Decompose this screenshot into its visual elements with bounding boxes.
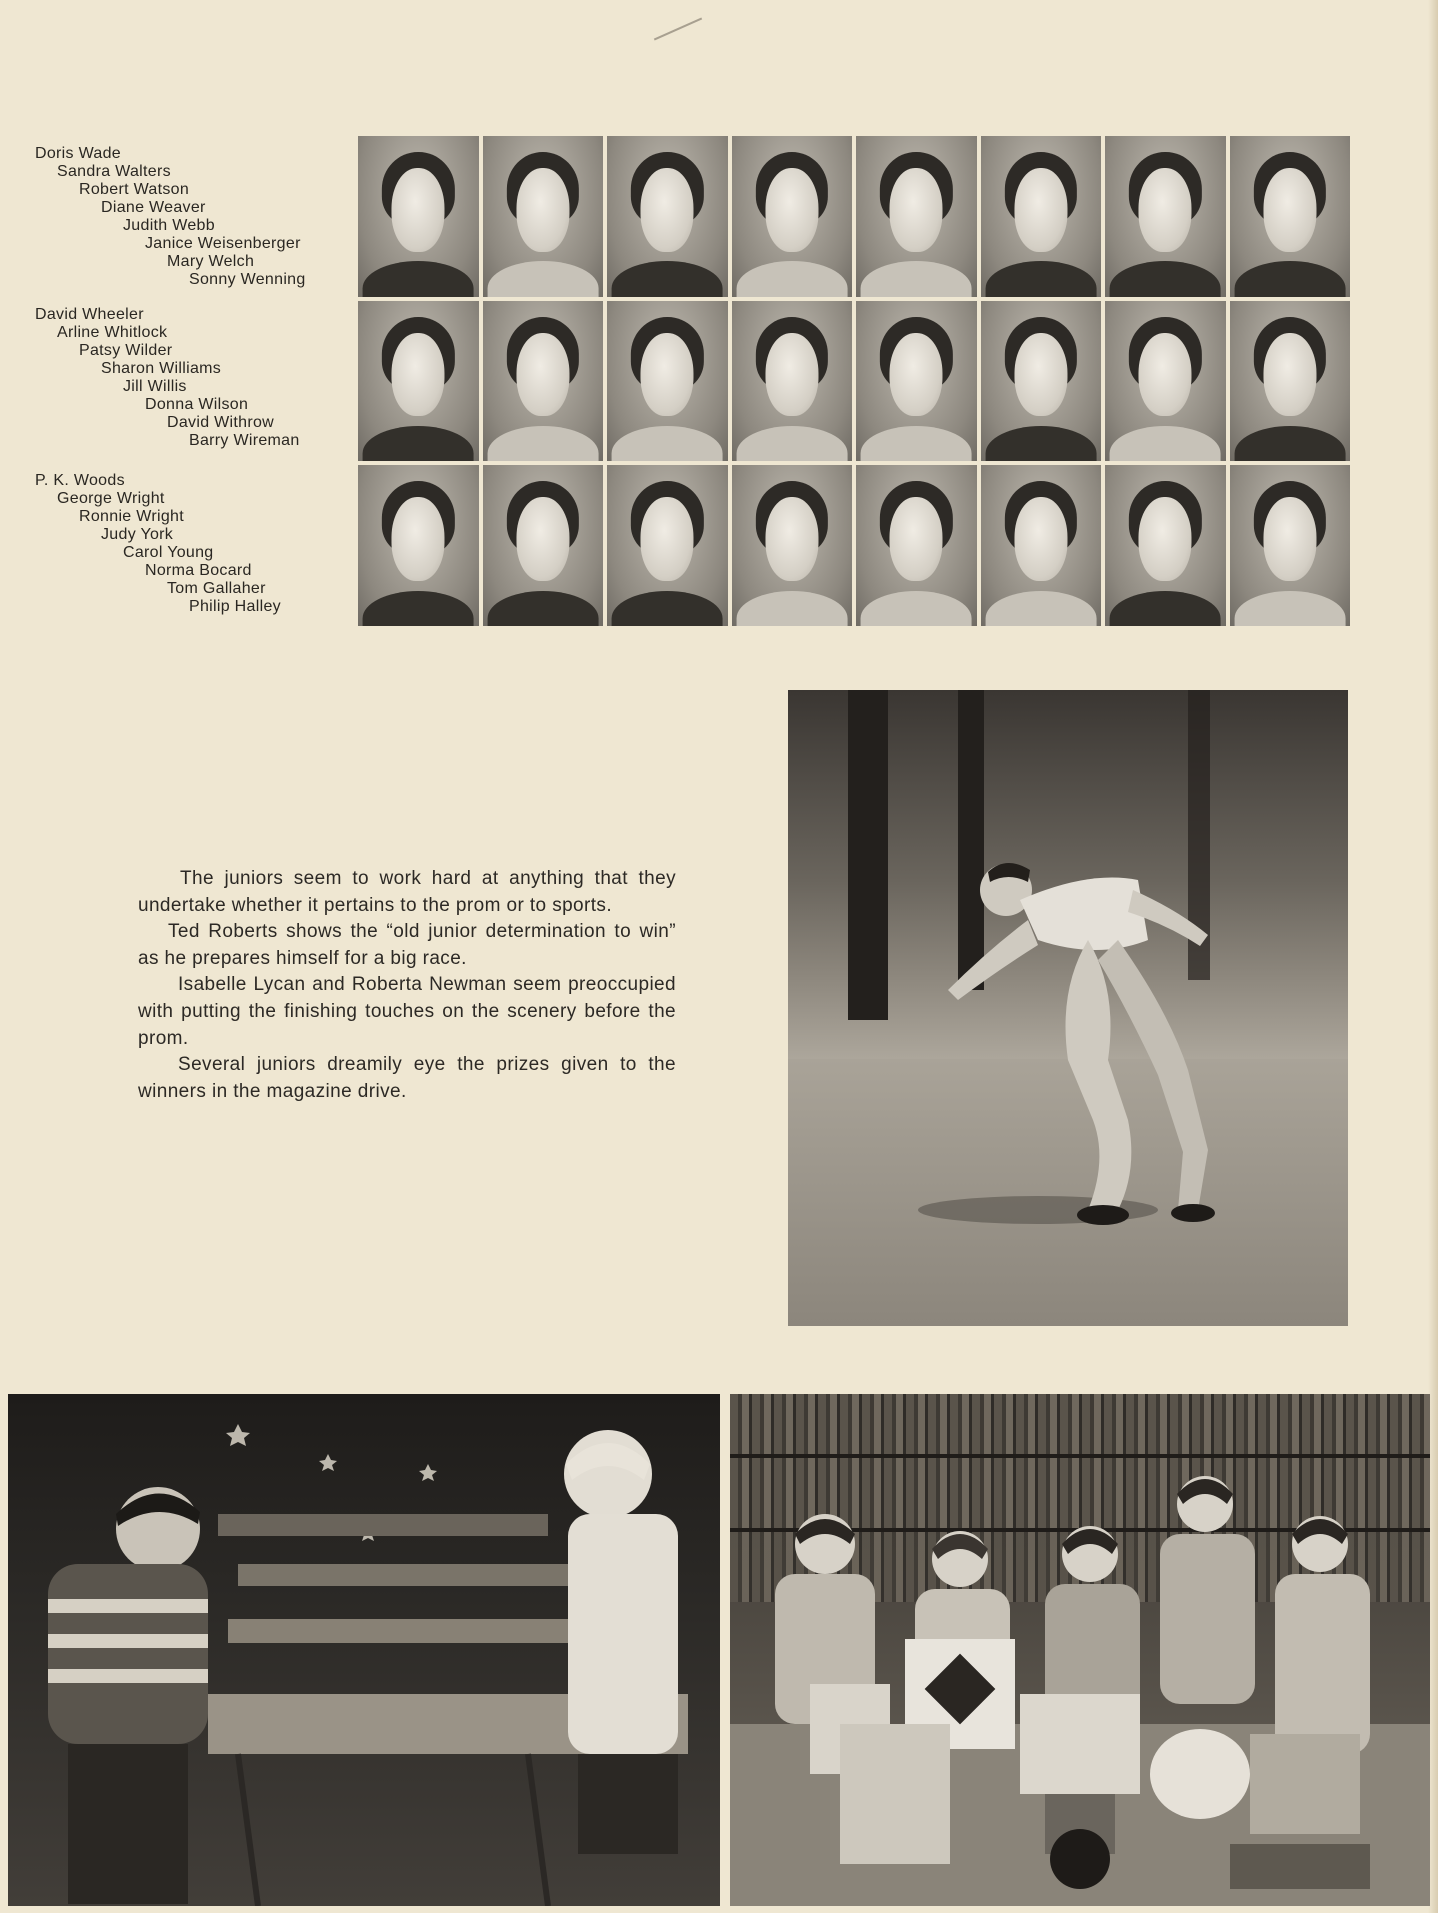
portrait-face — [765, 333, 818, 417]
portrait-shoulders — [985, 591, 1096, 626]
portrait-photo — [732, 301, 853, 462]
portrait-photo — [607, 136, 728, 297]
portrait-shoulders — [363, 261, 474, 296]
portrait-photo — [358, 465, 479, 626]
portrait-face — [1263, 168, 1316, 252]
portrait-face — [1263, 497, 1316, 581]
portrait-shoulders — [1110, 261, 1221, 296]
portrait-face — [392, 497, 445, 581]
portrait-shoulders — [861, 426, 972, 461]
portrait-face — [1014, 168, 1067, 252]
name: P. K. Woods — [35, 472, 125, 489]
portrait-photo — [732, 465, 853, 626]
portrait-shoulders — [861, 261, 972, 296]
name: Diane Weaver — [101, 199, 206, 216]
name-list-row-3 — [35, 472, 335, 616]
portrait-photo — [732, 136, 853, 297]
name: Sonny Wenning — [189, 271, 306, 288]
name: Philip Halley — [189, 598, 281, 615]
portrait-face — [1139, 497, 1192, 581]
portrait-shoulders — [1234, 591, 1345, 626]
portrait-shoulders — [985, 426, 1096, 461]
name: David Wheeler — [35, 306, 144, 323]
portrait-face — [1014, 497, 1067, 581]
portrait-photo — [1230, 301, 1351, 462]
portrait-shoulders — [861, 591, 972, 626]
paragraph: Isabelle Lycan and Roberta Newman seem preoccupied with putting the finishing touches on the scenery before the prom. — [138, 974, 676, 1049]
name: Judy York — [101, 526, 174, 543]
portrait-photo — [1230, 465, 1351, 626]
name: Tom Gallaher — [167, 580, 266, 597]
paragraph: Ted Roberts shows the “old junior determination to win” as he prepares himself for a big race. — [138, 921, 676, 969]
name: Arline Whitlock — [57, 324, 168, 341]
portrait-face — [765, 497, 818, 581]
name: Sandra Walters — [57, 163, 171, 180]
portrait-photo — [1105, 465, 1226, 626]
portrait-face — [1014, 333, 1067, 417]
name: Ronnie Wright — [79, 508, 184, 525]
portrait-shoulders — [487, 591, 598, 626]
portrait-photo — [483, 136, 604, 297]
portrait-photo — [981, 301, 1102, 462]
portrait-face — [516, 497, 569, 581]
name: George Wright — [57, 490, 165, 507]
name: Donna Wilson — [145, 396, 249, 413]
portrait-shoulders — [1234, 261, 1345, 296]
portrait-shoulders — [612, 261, 723, 296]
portrait-face — [765, 168, 818, 252]
portrait-photo — [1105, 301, 1226, 462]
portrait-face — [641, 333, 694, 417]
portrait-shoulders — [487, 426, 598, 461]
portrait-face — [516, 168, 569, 252]
portrait-photo — [358, 136, 479, 297]
portrait-shoulders — [1110, 426, 1221, 461]
portrait-shoulders — [612, 591, 723, 626]
portrait-photo — [856, 301, 977, 462]
portrait-face — [641, 168, 694, 252]
portrait-face — [890, 333, 943, 417]
portrait-shoulders — [487, 261, 598, 296]
name-list-row-2 — [35, 306, 335, 450]
name: Doris Wade — [35, 145, 121, 162]
scenery-drawing — [8, 1394, 720, 1906]
portrait-face — [1139, 333, 1192, 417]
name: Sharon Williams — [101, 360, 222, 377]
portrait-face — [516, 333, 569, 417]
portrait-shoulders — [363, 591, 474, 626]
portrait-photo — [358, 301, 479, 462]
prizes-drawing — [730, 1394, 1430, 1906]
portrait-shoulders — [1234, 426, 1345, 461]
portrait-photo — [981, 136, 1102, 297]
body-text — [138, 866, 676, 1105]
name: Carol Young — [123, 544, 214, 561]
portrait-face — [1263, 333, 1316, 417]
portrait-shoulders — [612, 426, 723, 461]
paragraph: Several juniors dreamily eye the prizes given to the winners in the magazine drive. — [138, 1054, 676, 1102]
portrait-photo — [856, 136, 977, 297]
pen-mark — [654, 18, 702, 41]
name: Jill Willis — [123, 378, 187, 395]
portrait-shoulders — [363, 426, 474, 461]
portrait-photo — [1105, 136, 1226, 297]
paragraph: The juniors seem to work hard at anything that they undertake whether it pertains to the prom or to sports. — [138, 868, 676, 916]
portrait-shoulders — [1110, 591, 1221, 626]
name: David Withrow — [167, 414, 275, 431]
portrait-shoulders — [736, 261, 847, 296]
portrait-face — [890, 497, 943, 581]
portrait-face — [392, 333, 445, 417]
portrait-photo — [483, 465, 604, 626]
runner-photo — [788, 690, 1348, 1326]
portrait-shoulders — [736, 591, 847, 626]
name: Judith Webb — [123, 217, 215, 234]
portrait-photo — [607, 301, 728, 462]
portrait-photo — [1230, 136, 1351, 297]
name-list-row-1 — [35, 145, 335, 289]
runner-figure — [788, 690, 1348, 1326]
portrait-shoulders — [736, 426, 847, 461]
portrait-photo — [981, 465, 1102, 626]
name: Mary Welch — [167, 253, 255, 270]
name: Janice Weisenberger — [145, 235, 301, 252]
name: Norma Bocard — [145, 562, 252, 579]
name: Robert Watson — [79, 181, 190, 198]
portrait-grid — [358, 136, 1350, 626]
portrait-photo — [607, 465, 728, 626]
name: Patsy Wilder — [79, 342, 173, 359]
portrait-face — [1139, 168, 1192, 252]
portrait-shoulders — [985, 261, 1096, 296]
prizes-photo — [730, 1394, 1430, 1906]
scenery-photo — [8, 1394, 720, 1906]
portrait-face — [890, 168, 943, 252]
portrait-face — [641, 497, 694, 581]
portrait-photo — [856, 465, 977, 626]
portrait-face — [392, 168, 445, 252]
portrait-photo — [483, 301, 604, 462]
name: Barry Wireman — [189, 432, 300, 449]
